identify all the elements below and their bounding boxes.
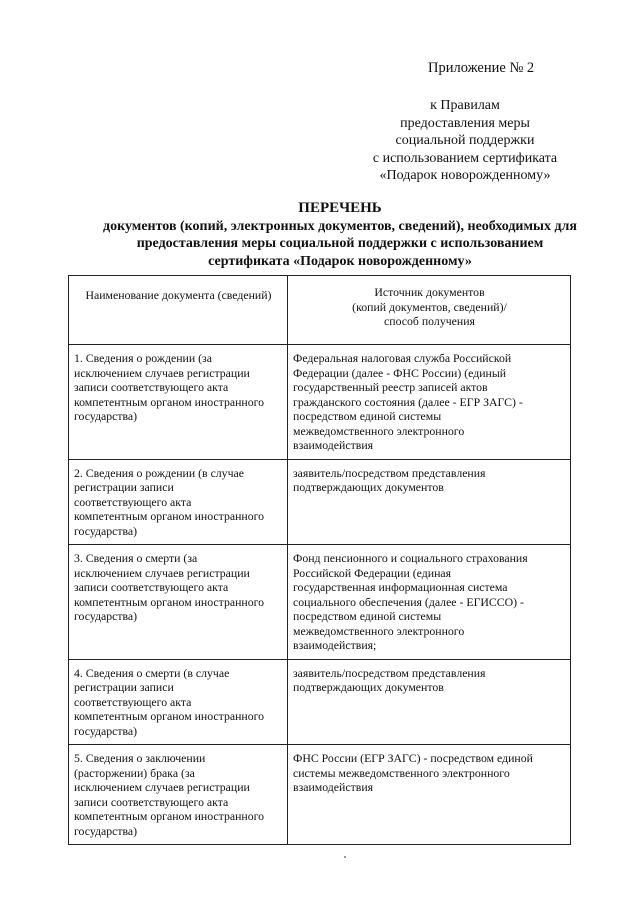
- cell-line: государства): [74, 609, 138, 623]
- cell-line: взаимодействия: [293, 438, 374, 452]
- column-header-document-name: [69, 276, 288, 345]
- cell-line: (расторжении) брака (за: [74, 765, 195, 780]
- appendix-label: Приложение № 2: [428, 60, 535, 76]
- cell-line: записи соответствующего акта: [74, 380, 229, 394]
- cell-line: ФНС России (ЕГР ЗАГС) - посредством единой: [293, 751, 533, 765]
- cell-line: заявитель/посредством представления: [293, 465, 486, 480]
- cell-line: исключением случаев регистрации: [74, 365, 250, 380]
- cell-line: государства): [74, 523, 138, 538]
- document-title: ПЕРЕЧЕНЬ: [298, 200, 382, 216]
- column-header-line: (копий документов, сведений)/: [352, 299, 507, 314]
- cell-line: регистрации записи: [74, 680, 174, 694]
- column-header-source: [288, 276, 571, 345]
- cell-line: подтверждающих документов: [293, 680, 444, 694]
- table-row: [69, 345, 571, 460]
- cell-line: подтверждающих документов: [293, 480, 444, 494]
- cell-line: компетентным органом иностранного: [74, 809, 265, 823]
- cell-document-name: [69, 745, 288, 845]
- cell-line: межведомственного электронного: [293, 623, 465, 638]
- cell-source: [288, 345, 571, 460]
- cell-line: взаимодействия;: [293, 638, 377, 652]
- cell-line: социального обеспечения (далее - ЕГИССО) -: [293, 594, 524, 609]
- cell-source: [288, 545, 571, 660]
- document-subtitle-line: сертификата «Подарок новорожденному»: [208, 253, 472, 269]
- cell-line: Российской Федерации (единая: [293, 565, 452, 580]
- cell-source: [288, 659, 571, 745]
- cell-line: государства): [74, 823, 138, 838]
- table-header-row: [69, 276, 571, 345]
- cell-line: посредством единой системы: [293, 409, 442, 423]
- cell-line: Фонд пенсионного и социального страхования: [293, 551, 528, 565]
- rules-reference: [340, 97, 590, 185]
- column-header-line: Источник документов: [374, 285, 485, 299]
- cell-line: исключением случаев регистрации: [74, 565, 250, 580]
- cell-line: государства): [74, 723, 138, 738]
- cell-line: 4. Сведения о смерти (в случае: [74, 665, 230, 680]
- cell-line: записи соответствующего акта: [74, 794, 229, 809]
- cell-line: гражданского состояния (далее - ЕГР ЗАГС) -: [293, 394, 523, 409]
- cell-line: 1. Сведения о рождении (за: [74, 351, 212, 365]
- cell-document-name: [69, 459, 288, 545]
- cell-line: Федерации (далее - ФНС России) (единый: [293, 365, 507, 380]
- column-header-line: Наименование документа (сведений): [85, 288, 272, 302]
- scan-dot: [344, 856, 346, 858]
- cell-line: компетентным органом иностранного: [74, 394, 265, 409]
- cell-line: заявитель/посредством представления: [293, 665, 486, 680]
- table-row: [69, 545, 571, 660]
- cell-line: записи соответствующего акта: [74, 580, 229, 594]
- cell-line: системы межведомственного электронного: [293, 765, 510, 780]
- cell-line: исключением случаев регистрации: [74, 780, 250, 794]
- document-subtitle-line: документов (копий, электронных документов, сведений), необходимых для: [103, 218, 577, 234]
- cell-line: 3. Сведения о смерти (за: [74, 551, 198, 565]
- cell-line: соответствующего акта: [74, 694, 192, 709]
- rules-reference-line: предоставления меры: [400, 115, 530, 131]
- cell-line: государственный реестр записей актов: [293, 380, 488, 394]
- cell-line: взаимодействия: [293, 780, 374, 794]
- table-row: [69, 745, 571, 845]
- table-row: [69, 659, 571, 745]
- cell-line: компетентным органом иностранного: [74, 509, 265, 523]
- cell-line: посредством единой системы: [293, 609, 442, 623]
- cell-line: государства): [74, 409, 138, 423]
- rules-reference-line: к Правилам: [430, 98, 500, 113]
- rules-reference-line: социальной поддержки: [395, 133, 535, 149]
- documents-table: [68, 275, 571, 845]
- cell-document-name: [69, 345, 288, 460]
- column-header-line: способ получения: [384, 314, 475, 328]
- cell-line: регистрации записи: [74, 480, 174, 494]
- cell-line: компетентным органом иностранного: [74, 594, 265, 609]
- cell-line: 5. Сведения о заключении: [74, 751, 206, 765]
- cell-line: государственная информационная система: [293, 580, 508, 594]
- cell-line: 2. Сведения о рождении (в случае: [74, 465, 244, 480]
- cell-line: Федеральная налоговая служба Российской: [293, 351, 512, 365]
- document-heading: [60, 200, 620, 270]
- cell-line: компетентным органом иностранного: [74, 709, 265, 723]
- table-row: [69, 459, 571, 545]
- cell-line: межведомственного электронного: [293, 423, 465, 438]
- cell-document-name: [69, 659, 288, 745]
- rules-reference-line: «Подарок новорожденному»: [379, 168, 551, 184]
- cell-document-name: [69, 545, 288, 660]
- cell-source: [288, 459, 571, 545]
- cell-source: [288, 745, 571, 845]
- cell-line: соответствующего акта: [74, 494, 192, 509]
- document-subtitle-line: предоставления меры социальной поддержки с использованием: [136, 236, 544, 251]
- rules-reference-line: с использованием сертификата: [372, 150, 558, 166]
